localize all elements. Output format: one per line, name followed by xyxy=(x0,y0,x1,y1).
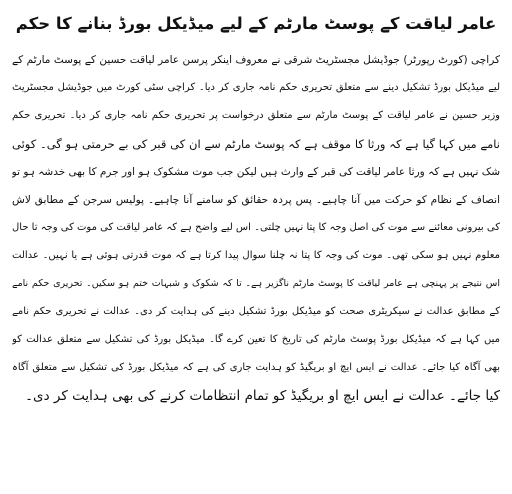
article-line: کیا جائے۔ عدالت نے ایس ایچ او بریگیڈ کو تمام انتظامات کرنے کی بھی ہدایت کر دی۔ xyxy=(25,388,500,404)
headline: عامر لیاقت کے پوسٹ مارٹم کے لیے میڈیکل بورڈ بنانے کا حکم xyxy=(15,14,497,33)
article-line: نامے میں کہا گیا ہے کہ ورثا کا موقف ہے کہ پوسٹ مارٹم سے ان کی قبر کی بے حرمتی ہو گی۔ کوئی xyxy=(12,137,500,151)
article-line: معلوم نہیں ہو سکی تھی۔ موت کی وجہ کا پتا نہ چلنا سوال پیدا کرتا ہے کہ موت قدرتی ہوئی ہے یا نہیں۔ عدالت xyxy=(12,250,500,261)
article-line: شک نہیں ہے کہ ورثا عامر لیاقت کی قبر کے وارث ہیں لیکن جب موت مشکوک ہو اور جرم کا بھی خدشہ ہو تو xyxy=(12,166,500,178)
article-line: انصاف کے نظام کو حرکت میں آنا چاہیے۔ پس پردہ حقائق کو سامنے آنا چاہیے۔ پولیس سرجن کے مطابق لاش xyxy=(12,194,500,206)
article-line: لیے میڈیکل بورڈ تشکیل دینے سے متعلق تحریری حکم نامہ جاری کر دیا۔ کراچی سٹی کورٹ میں جوڈیشل مجسٹریٹ xyxy=(12,82,500,93)
article-line: بھی آگاہ کیا جائے۔ عدالت نے ایس ایچ او بریگیڈ کو ہدایت جاری کی ہے کہ میڈیکل بورڈ کی تشکیل سے متعلق آگاہ xyxy=(12,362,500,373)
article-line: کے مطابق عدالت نے سیکریٹری صحت کو میڈیکل بورڈ تشکیل دینے کی ہدایت کر دی۔ عدالت نے تحریری حکم نامے xyxy=(12,306,500,317)
article-line: کراچی (کورٹ رپورٹر) جوڈیشل مجسٹریٹ شرقی نے معروف اینکر پرسن عامر لیاقت حسین کے پوسٹ مارٹم کے xyxy=(12,54,500,66)
article-line: وزیر حسین نے عامر لیاقت کے پوسٹ مارٹم سے متعلق درخواست پر تحریری حکم نامہ جاری کر دیا۔ تحریری حکم xyxy=(12,110,500,121)
article-line: اس نتیجے پر پہنچی ہے عامر لیاقت کا پوسٹ مارٹم ناگزیر ہے۔ تا کہ شکوک و شبہات ختم ہو سکیں۔ تحریری حکم نامے xyxy=(12,278,500,289)
article-line: کی بیرونی معائنے سے موت کی اصل وجہ کا پتا نہیں چلتی۔ اس لیے واضح ہے کہ عامر لیاقت کی موت کی وجہ تا حال xyxy=(12,222,500,233)
article-line: میں کہا ہے کہ میڈیکل بورڈ پوسٹ مارٹم کی تاریخ کا تعین کرے گا۔ میڈیکل بورڈ کی تشکیل سے متعلق عدالت کو xyxy=(12,334,500,345)
article-body xyxy=(12,46,500,410)
